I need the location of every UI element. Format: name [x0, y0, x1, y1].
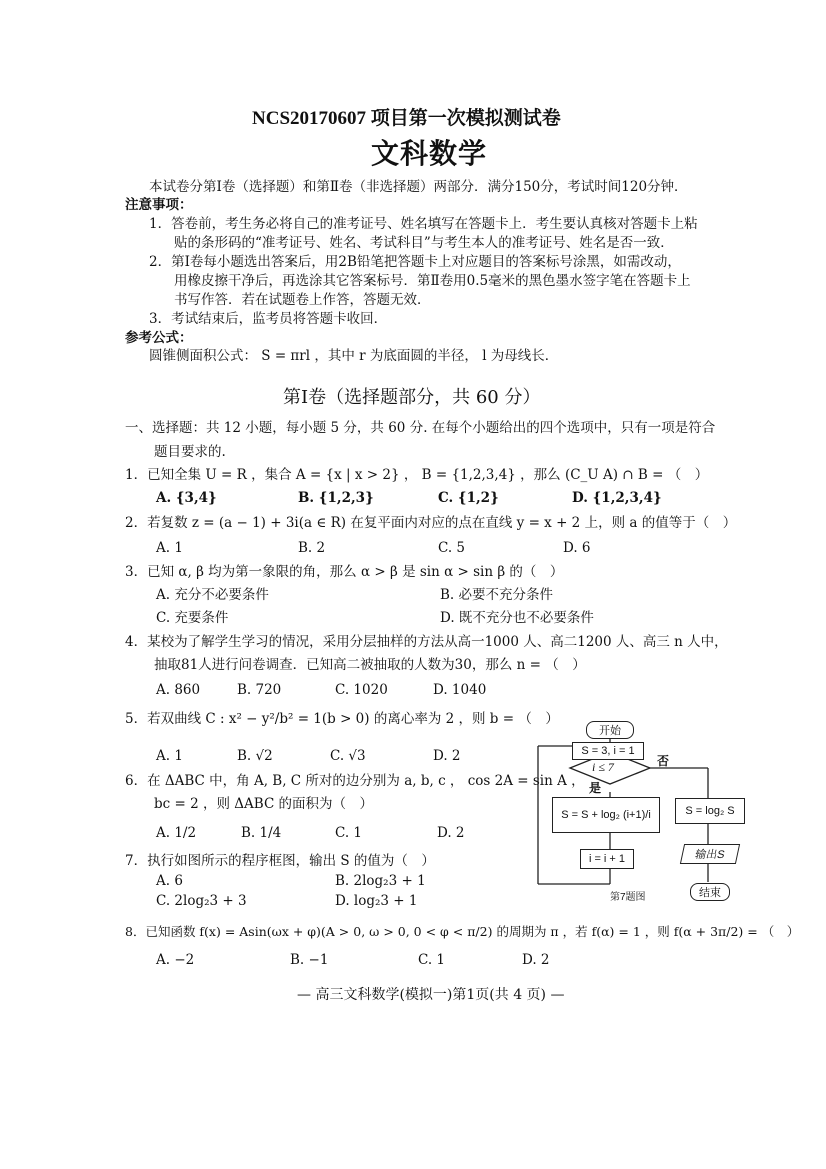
flowchart-increment: i = i + 1 — [580, 849, 634, 869]
q2-option-a: A. 1 — [156, 540, 183, 556]
flowchart-start: 开始 — [586, 721, 634, 739]
q6-option-b: B. 1/4 — [241, 825, 282, 841]
q4-stem-1: 4．某校为了解学生学习的情况，采用分层抽样的方法从高一1000 人、高二1200 人、高三 n 人中， — [125, 634, 728, 650]
q4-option-d: D. 1040 — [433, 682, 487, 698]
section-title: 第Ⅰ卷（选择题部分，共 60 分） — [283, 387, 541, 408]
page-footer: — 高三文科数学(模拟一)第1页(共 4 页) — — [297, 987, 565, 1003]
q8-option-b: B. −1 — [290, 952, 329, 968]
q1-option-b: B. {1,2,3} — [298, 490, 374, 506]
q4-stem-2: 抽取81人进行问卷调查．已知高二被抽取的人数为30，那么 n = （ ） — [154, 657, 586, 673]
q7-option-b: B. 2log₂3 + 1 — [335, 873, 426, 889]
formula-heading: 参考公式： — [125, 330, 193, 346]
q8-option-a: A. −2 — [156, 952, 195, 968]
flowchart-end: 结束 — [690, 883, 730, 901]
q4-option-b: B. 720 — [237, 682, 282, 698]
note-2c: 书写作答．若在试题卷上作答，答题无效． — [174, 292, 431, 308]
q4-option-a: A. 860 — [156, 682, 201, 698]
q1-option-a: A. {3,4} — [156, 490, 217, 506]
q2-option-b: B. 2 — [298, 540, 326, 556]
section-desc-2: 题目要求的. — [154, 444, 226, 460]
q6-option-d: D. 2 — [437, 825, 465, 841]
q1-option-d: D. {1,2,3,4} — [572, 490, 662, 506]
q5-stem: 5．若双曲线 C : x² − y²/b² = 1(b > 0) 的离心率为 2 ，则 b = （ ） — [125, 711, 559, 727]
flowchart-yes-label: 是 — [589, 781, 602, 795]
q7-option-a: A. 6 — [156, 873, 183, 889]
q5-option-a: A. 1 — [156, 748, 183, 764]
flowchart-alt: S = log₂ S — [675, 798, 745, 824]
q2-stem: 2．若复数 z = (a − 1) + 3i(a ∈ R) 在复平面内对应的点在直线 y = x + 2 上，则 a 的值等于（ ） — [125, 515, 737, 531]
intro-line: 本试卷分第Ⅰ卷（选择题）和第Ⅱ卷（非选择题）两部分．满分150分，考试时间120分钟． — [149, 179, 688, 195]
flowchart-init: S = 3, i = 1 — [572, 742, 644, 760]
q1-option-c: C. {1,2} — [438, 490, 499, 506]
q6-option-c: C. 1 — [335, 825, 363, 841]
exam-title: NCS20170607 项目第一次模拟测试卷 — [252, 108, 561, 129]
formula-line: 圆锥侧面积公式： S = πrl ，其中 r 为底面圆的半径， l 为母线长． — [149, 348, 559, 364]
flowchart-caption: 第7题图 — [610, 892, 646, 903]
q5-option-c: C. √3 — [330, 748, 366, 764]
note-1b: 贴的条形码的“准考证号、姓名、考试科目”与考生本人的准考证号、姓名是否一致． — [174, 235, 674, 251]
flowchart-update: S = S + log₂ (i+1)/i — [552, 797, 660, 833]
q3-option-a: A. 充分不必要条件 — [156, 587, 269, 603]
q6-option-a: A. 1/2 — [156, 825, 197, 841]
q2-option-c: C. 5 — [438, 540, 466, 556]
q8-option-d: D. 2 — [522, 952, 550, 968]
note-2b: 用橡皮擦干净后，再选涂其它答案标号．第Ⅱ卷用0.5毫米的黑色墨水签字笔在答题卡上 — [174, 273, 691, 289]
q6-stem-1: 6．在 ΔABC 中，角 A, B, C 所对的边分别为 a, b, c ， cos 2A = sin A ， — [125, 773, 585, 789]
q8-option-c: C. 1 — [418, 952, 446, 968]
note-1a: 1．答卷前，考生务必将自己的准考证号、姓名填写在答题卡上．考生要认真核对答题卡上粘 — [149, 216, 698, 232]
subject-title: 文科数学 — [371, 137, 488, 170]
q5-option-b: B. √2 — [237, 748, 273, 764]
q7-option-d: D. log₂3 + 1 — [335, 893, 418, 909]
flowchart-no-label: 否 — [657, 754, 670, 768]
q3-option-b: B. 必要不充分条件 — [440, 587, 554, 603]
q4-option-c: C. 1020 — [335, 682, 388, 698]
notes-heading: 注意事项： — [125, 197, 193, 213]
q2-option-d: D. 6 — [563, 540, 591, 556]
q7-stem: 7．执行如图所示的程序框图，输出 S 的值为（ ） — [125, 853, 435, 869]
section-desc-1: 一、选择题：共 12 小题，每小题 5 分，共 60 分. 在每个小题给出的四个选项中，只有一项是符合 — [125, 420, 716, 436]
q3-option-d: D. 既不充分也不必要条件 — [440, 610, 594, 626]
q5-option-d: D. 2 — [433, 748, 461, 764]
q3-option-c: C. 充要条件 — [156, 610, 229, 626]
q3-stem: 3．已知 α, β 均为第一象限的角，那么 α > β 是 sin α > sin β 的（ ） — [125, 564, 564, 580]
flowchart-output: 输出S — [680, 844, 740, 864]
q8-stem: 8．已知函数 f(x) = Asin(ωx + φ)(A > 0, ω > 0, 0 < φ < π/2) 的周期为 π ，若 f(α) = 1 ，则 f(α + 3π/2) = （ ） — [125, 924, 800, 939]
q7-option-c: C. 2log₂3 + 3 — [156, 893, 247, 909]
q1-stem: 1．已知全集 U = R ，集合 A = {x | x > 2} ， B = {1,2,3,4} ，那么 (C_U A) ∩ B = （ ） — [125, 467, 709, 483]
q6-stem-2: bc = 2 ，则 ΔABC 的面积为（ ） — [154, 796, 374, 812]
flowchart-condition: i ≤ 7 — [592, 760, 614, 774]
note-3: 3．考试结束后，监考员将答题卡收回． — [149, 311, 388, 327]
note-2a: 2．第Ⅰ卷每小题选出答案后，用2B铅笔把答题卡上对应题目的答案标号涂黑，如需改动， — [149, 254, 681, 270]
